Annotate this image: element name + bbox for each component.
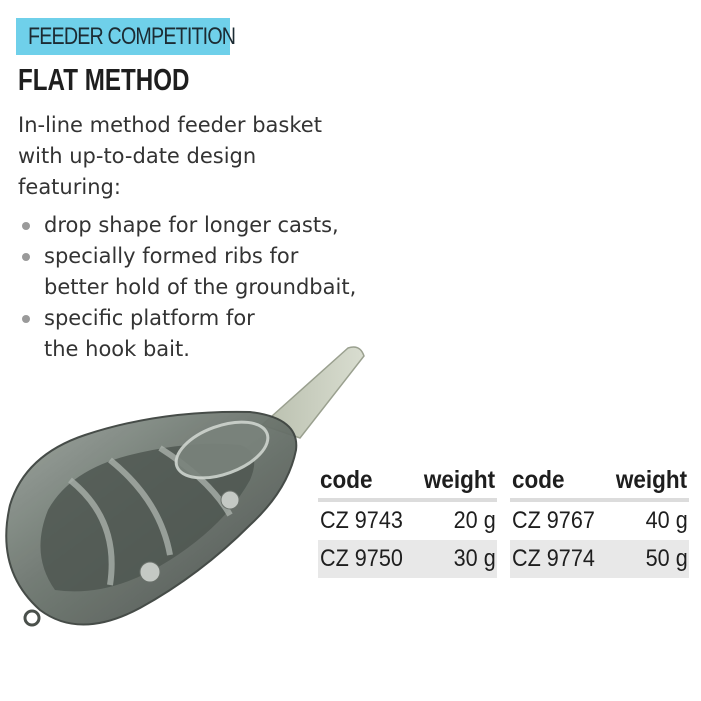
category-tag-text: FEEDER COMPETITION <box>28 22 236 50</box>
column-header-code: code <box>510 462 606 500</box>
cell-code: CZ 9774 <box>510 540 606 578</box>
cell-code: CZ 9767 <box>510 500 606 540</box>
product-title <box>18 62 238 98</box>
column-header-weight: weight <box>414 462 497 500</box>
bullet-icon <box>22 253 30 261</box>
cell-weight: 30 g <box>414 540 497 578</box>
cell-weight: 50 g <box>606 540 689 578</box>
table-header-row <box>318 462 497 500</box>
table-header-row <box>510 462 689 500</box>
intro-line: with up-to-date design <box>18 144 257 168</box>
cell-code: CZ 9743 <box>318 500 414 540</box>
feature-item <box>18 210 356 241</box>
code-weight-table <box>510 462 689 578</box>
feature-item <box>18 241 356 303</box>
intro-line: featuring: <box>18 175 121 199</box>
table-row <box>510 500 689 540</box>
column-header-weight: weight <box>606 462 689 500</box>
cell-weight: 20 g <box>414 500 497 540</box>
product-title-text: FLAT METHOD <box>18 62 190 97</box>
category-tag <box>16 18 236 55</box>
feature-line: the hook bait. <box>44 337 190 361</box>
feature-line: specially formed ribs for <box>44 244 299 268</box>
cell-code: CZ 9750 <box>318 540 414 578</box>
intro-line: In-line method feeder basket <box>18 113 322 137</box>
table-row <box>318 500 497 540</box>
code-weight-table <box>318 462 497 578</box>
cell-weight: 40 g <box>606 500 689 540</box>
feature-line: specific platform for <box>44 306 255 330</box>
bullet-icon <box>22 315 30 323</box>
column-header-code: code <box>318 462 414 500</box>
feature-line: better hold of the groundbait, <box>44 275 357 299</box>
feature-line: drop shape for longer casts, <box>44 213 339 237</box>
table-row <box>510 540 689 578</box>
bullet-icon <box>22 222 30 230</box>
product-intro <box>18 110 378 203</box>
table-row <box>318 540 497 578</box>
